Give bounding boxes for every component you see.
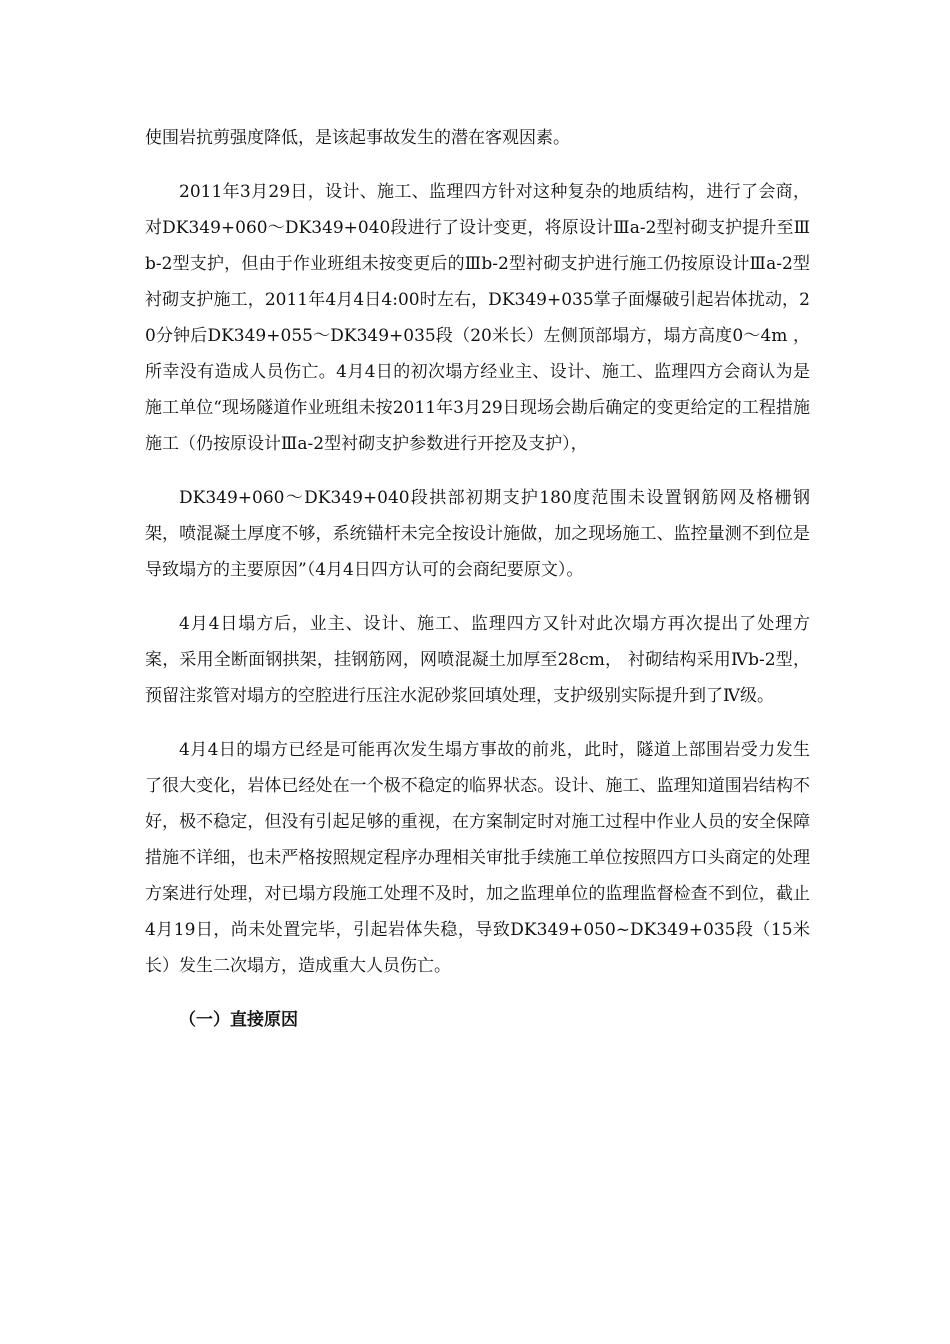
paragraph-1: 使围岩抗剪强度降低，是该起事故发生的潜在客观因素。 [145, 128, 570, 148]
paragraph-2: 2011年3月29日，设计、施工、监理四方针对这种复杂的地质结构，进行了会商，对DK349+060～DK349+040段进行了设计变更，将原设计Ⅲa-2型衬砌支护提升至Ⅲb-2型支护，但由于作业班组未按变更后的Ⅲb-2型衬砌支护进行施工仍按原设计Ⅲa-2型衬砌支护施工，2011年4月4日4:00时左右，DK349+035掌子面爆破引起岩体扰动，20分钟后DK349+055～DK349+035段（20米长）左侧顶部塌方，塌方高度0～4m ，所幸没有造成人员伤亡。4月4日的初次塌方经业主、设计、施工、监理四方会商认为是施工单位“现场隧道作业班组未按2011年3月29日现场会勘后确定的变更给定的工程措施施工（仍按原设计Ⅲa-2型衬砌支护参数进行开挖及支护）， [145, 182, 810, 454]
section-heading: （一）直接原因 [179, 1010, 298, 1030]
paragraph-4: 4月4日塌方后，业主、设计、施工、监理四方又针对此次塌方再次提出了处理方案，采用全断面钢拱架，挂钢筋网，网喷混凝土加厚至28cm， 衬砌结构采用Ⅳb-2型，预留注浆管对塌方的空腔进行压注水泥砂浆回填处理，支护级别实际提升到了Ⅳ级。 [145, 614, 810, 706]
document-body [145, 120, 810, 1038]
paragraph-5: 4月4日的塌方已经是可能再次发生塌方事故的前兆，此时，隧道上部围岩受力发生了很大变化，岩体已经处在一个极不稳定的临界状态。设计、施工、监理知道围岩结构不好，极不稳定，但没有引起足够的重视，在方案制定时对施工过程中作业人员的安全保障措施不详细，也未严格按照规定程序办理相关审批手续施工单位按照四方口头商定的处理方案进行处理，对已塌方段施工处理不及时，加之监理单位的监理监督检查不到位，截止4月19日，尚未处置完毕，引起岩体失稳，导致DK349+050~DK349+035段（15米长）发生二次塌方，造成重大人员伤亡。 [145, 740, 810, 976]
paragraph-3: DK349+060～DK349+040段拱部初期支护180度范围未设置钢筋网及格栅钢架，喷混凝土厚度不够，系统锚杆未完全按设计施做，加之现场施工、监控量测不到位是导致塌方的主要原因”（4月4日四方认可的会商纪要原文）。 [145, 488, 810, 580]
